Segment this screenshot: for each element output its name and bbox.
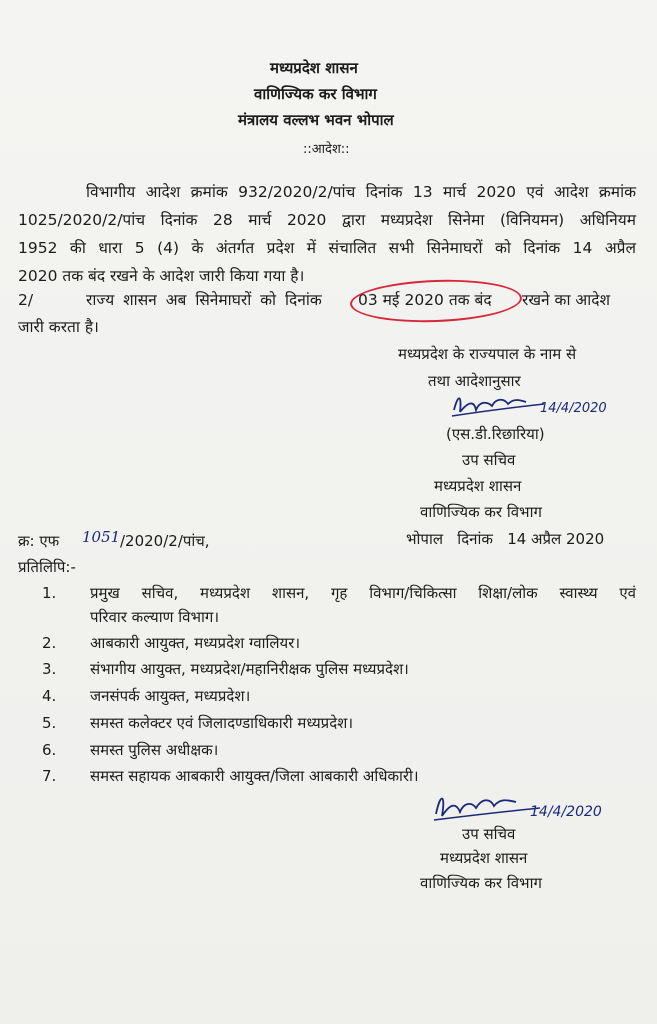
copy-item-7: समस्त सहायक आबकारी आयुक्त/जिला आबकारी अधिकारी। — [90, 767, 419, 785]
copy-num-1: 1. — [42, 584, 57, 602]
sig1-line1: मध्यप्रदेश के राज्यपाल के नाम से — [398, 345, 577, 363]
sig1-date: 14/4/2020 — [540, 401, 607, 416]
copy-item-1-line1: प्रमुख सचिव, मध्यप्रदेश शासन, गृह विभाग/चिकित्सा शिक्षा/लोक स्वास्थ्य एवं — [90, 584, 636, 602]
para1-line3: 1952 की धारा 5 (4) के अंतर्गत प्रदेश में संचालित सभी सिनेमाघरों को दिनांक 14 अप्रैल — [18, 239, 636, 257]
copy-item-1-line2: परिवार कल्याण विभाग। — [90, 608, 220, 626]
sig2-date: 14/4/2020 — [530, 804, 602, 820]
header-department: वाणिज्यिक कर विभाग — [254, 85, 377, 103]
para2-number: 2/ — [18, 291, 34, 309]
ref-place-date: भोपाल दिनांक 14 अप्रैल 2020 — [406, 530, 605, 548]
sig2-designation: उप सचिव — [462, 825, 516, 843]
copy-item-5: समस्त कलेक्टर एवं जिलादण्डाधिकारी मध्यप्रदेश। — [90, 714, 354, 732]
copy-item-3: संभागीय आयुक्त, मध्यप्रदेश/महानिरीक्षक पुलिस मध्यप्रदेश। — [90, 660, 409, 678]
para2-text-a: राज्य शासन अब सिनेमाघरों को दिनांक — [86, 291, 322, 309]
sig1-org1: मध्यप्रदेश शासन — [434, 477, 522, 495]
copy-item-4: जनसंपर्क आयुक्त, मध्यप्रदेश। — [90, 687, 251, 705]
ref-handwritten-number: 1051 — [82, 528, 121, 546]
handwritten-signature-1 — [448, 388, 628, 422]
copy-item-2: आबकारी आयुक्त, मध्यप्रदेश ग्वालियर। — [90, 634, 301, 652]
header-government: मध्यप्रदेश शासन — [270, 59, 358, 77]
order-title: ::आदेश:: — [303, 142, 350, 157]
para2-text-c: रखने का आदेश — [522, 291, 611, 309]
para1-line2: 1025/2020/2/पांच दिनांक 28 मार्च 2020 द्वारा मध्यप्रदेश सिनेमा (विनियमन) अधिनियम — [18, 211, 636, 229]
copy-item-6: समस्त पुलिस अधीक्षक। — [90, 741, 219, 759]
sig2-org2: वाणिज्यिक कर विभाग — [420, 874, 542, 892]
copy-num-2: 2. — [42, 634, 57, 652]
handwritten-signature-2 — [430, 786, 630, 826]
sig1-name: (एस.डी.रिछारिया) — [446, 425, 545, 443]
sig1-line2: तथा आदेशानुसार — [428, 372, 521, 390]
copy-num-4: 4. — [42, 687, 57, 705]
para2-line2: जारी करता है। — [18, 318, 99, 336]
copy-num-3: 3. — [42, 660, 57, 678]
copy-num-7: 7. — [42, 767, 57, 785]
ref-prefix: क्र: एफ — [18, 532, 60, 550]
para1-line1: विभागीय आदेश क्रमांक 932/2020/2/पांच दिनांक 13 मार्च 2020 एवं आदेश क्रमांक — [86, 183, 636, 201]
sig1-org2: वाणिज्यिक कर विभाग — [420, 503, 542, 521]
copy-num-5: 5. — [42, 714, 57, 732]
para1-line4: 2020 तक बंद रखने के आदेश जारी किया गया है। — [18, 267, 305, 285]
ref-suffix: /2020/2/पांच, — [120, 532, 210, 550]
header-address: मंत्रालय वल्लभ भवन भोपाल — [238, 111, 394, 129]
copies-title: प्रतिलिपि:- — [18, 558, 76, 576]
sig1-designation: उप सचिव — [462, 451, 516, 469]
sig2-org1: मध्यप्रदेश शासन — [440, 849, 528, 867]
para2-highlighted-date: 03 मई 2020 तक बंद — [358, 291, 492, 309]
copy-num-6: 6. — [42, 741, 57, 759]
highlight-circle — [349, 277, 522, 325]
